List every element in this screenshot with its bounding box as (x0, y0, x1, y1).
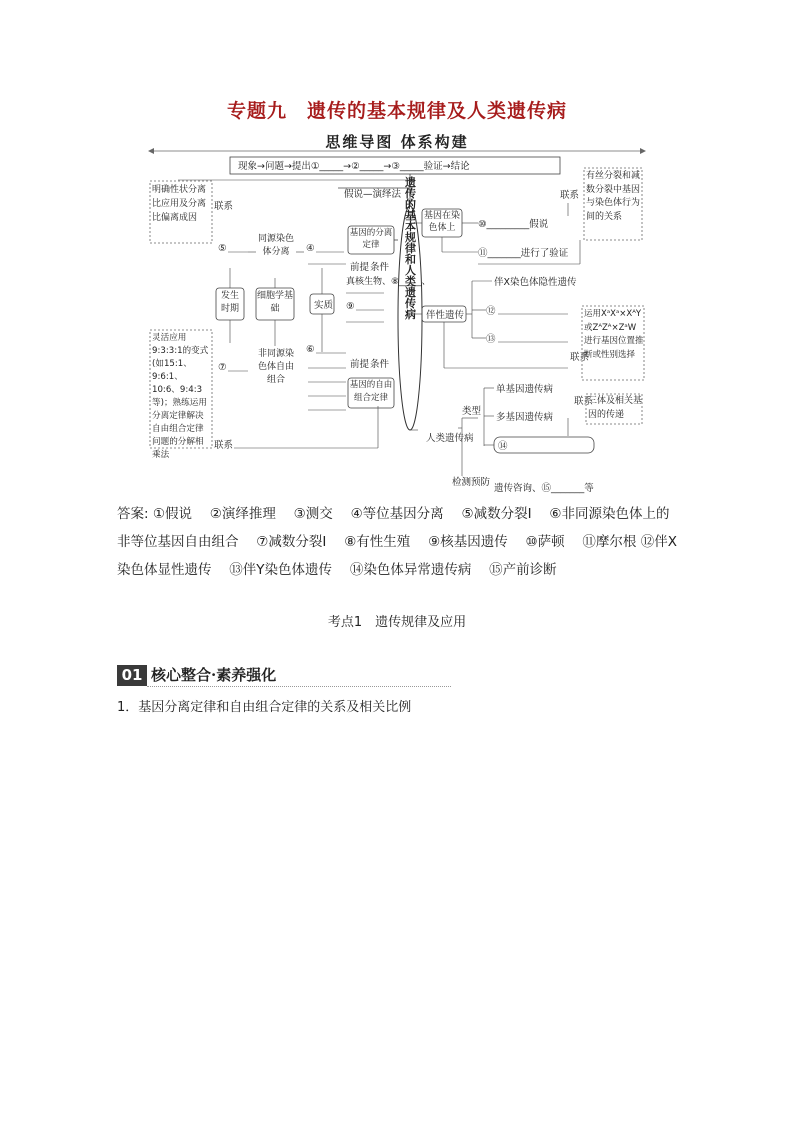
n11-label: ⑪_______进行了验证 (478, 248, 569, 259)
gene-on-chromosome: 基因在染色体上 (423, 211, 460, 233)
condition-label-2: 条件 (370, 359, 390, 370)
note-meiosis-relation: 有丝分裂和减数分裂中基因与染色体行为间的关系 (586, 171, 641, 222)
section-header (117, 665, 457, 689)
n6-label: ⑥ (306, 344, 315, 355)
answer-item: ⑪摩尔根 (582, 534, 637, 550)
answer-item: ④等位基因分离 (350, 506, 444, 522)
counseling-label: 遗传咨询、⑮_______等 (494, 483, 594, 494)
n12-label: ⑫ (486, 306, 496, 317)
section-heading-kaodian: 考点1 遗传规律及应用 (327, 615, 467, 630)
occurrence-time: 发生时期 (220, 291, 239, 314)
answer-item: ⑬伴Y染色体遗传 (229, 562, 333, 578)
section-badge: 01 (117, 665, 147, 686)
answers-prefix: 答案: (117, 506, 149, 522)
x-recessive: 伴X染色体隐性遗传 (494, 277, 577, 288)
answer-item: ⑭染色体异常遗传病 (349, 562, 472, 578)
answer-item: ①假说 (152, 506, 192, 522)
n14-label: ⑭ (498, 441, 508, 452)
human-disease-label: 人类遗传病 (426, 433, 474, 444)
link-label-5: 联系 (574, 396, 594, 407)
eukaryote-label: 真核生物、⑧_____、 (346, 277, 431, 287)
single-gene-disease: 单基因遗传病 (496, 384, 554, 395)
premise-label-1: 前提 (350, 262, 370, 273)
n13-label: ⑬ (486, 334, 496, 345)
mindmap-title: 思维导图 体系构建 (325, 133, 469, 151)
n7-label: ⑦ (218, 362, 227, 373)
note-gene-position: 运用XᵃXᵃ×XᴬY或ZᴬZᴬ×ZᵃW进行基因位置推断或性别选择 (584, 309, 644, 360)
link-label-4: 联系 (570, 352, 590, 363)
n5-label: ⑤ (218, 243, 227, 254)
answer-item: ③测交 (293, 506, 333, 522)
n4-label: ④ (306, 243, 315, 254)
premise-label-2: 前提 (350, 359, 370, 370)
cytology-basis: 细胞学基础 (257, 291, 294, 314)
mind-map-diagram (148, 148, 648, 458)
answers-paragraph (117, 500, 682, 584)
answer-item: ⑫伴X染色体显性遗传 (117, 534, 677, 578)
link-label-3: 联系 (560, 190, 580, 201)
hypothesis-method: 假说—演绎法 (344, 189, 402, 200)
note-9331-variants: 灵活应用9:3:3:1的变式(如15:1、9:6:1、10:6、9:4:3等)；熟练运用分离定律解决自由组合定律问题的分解相乘法 (152, 333, 209, 460)
homologous-separation: 同源染色体分离 (257, 234, 294, 257)
center-topic: 遗传的基本规律和人类遗传病 (403, 176, 417, 320)
link-label-2: 联系 (214, 440, 234, 451)
answer-item: ⑨核基因遗传 (428, 534, 508, 550)
law-combination-box: 基因的自由组合定律 (349, 380, 393, 403)
note-separation-ratio: 明确性状分离比应用及分离比偏离成因 (152, 185, 207, 223)
essence-label: 实质 (314, 300, 334, 311)
detection-label: 检测预防 (452, 477, 491, 488)
n9-label: ⑨ (346, 301, 355, 312)
types-label: 类型 (462, 406, 482, 417)
sex-linked-box: 伴性遗传 (426, 310, 465, 321)
section-divider (147, 686, 451, 687)
top-chain: 现象→问题→提出①_____→②_____→③_____验证→结论 (238, 161, 470, 172)
page-title: 专题九 遗传的基本规律及人类遗传病 (226, 100, 567, 122)
answer-item: ⑦减数分裂Ⅰ (256, 534, 327, 550)
condition-label-1: 条件 (370, 262, 390, 273)
answer-item: ②演绎推理 (209, 506, 276, 522)
section-title: 核心整合·素养强化 (151, 666, 277, 684)
multi-gene-disease: 多基因遗传病 (496, 412, 554, 423)
answer-item: ⑥非同源染色体上的非等位基因自由组合 (117, 506, 670, 550)
answer-item: ⑤减数分裂Ⅰ (461, 506, 532, 522)
nonhomologous-combination: 非同源染色体自由组合 (257, 349, 294, 385)
law-separation-box: 基因的分离定律 (349, 228, 393, 250)
n10-label: ⑩_________假说 (478, 219, 549, 230)
answer-item: ⑮产前诊断 (489, 562, 557, 578)
answer-item: ⑩萨顿 (525, 534, 565, 550)
note-trisomy: 三体及相关基因的传递 (588, 396, 643, 420)
list-item-1: 1．基因分离定律和自由组合定律的关系及相关比例 (117, 700, 412, 715)
link-label-1: 联系 (214, 201, 234, 212)
answer-item: ⑧有性生殖 (344, 534, 411, 550)
